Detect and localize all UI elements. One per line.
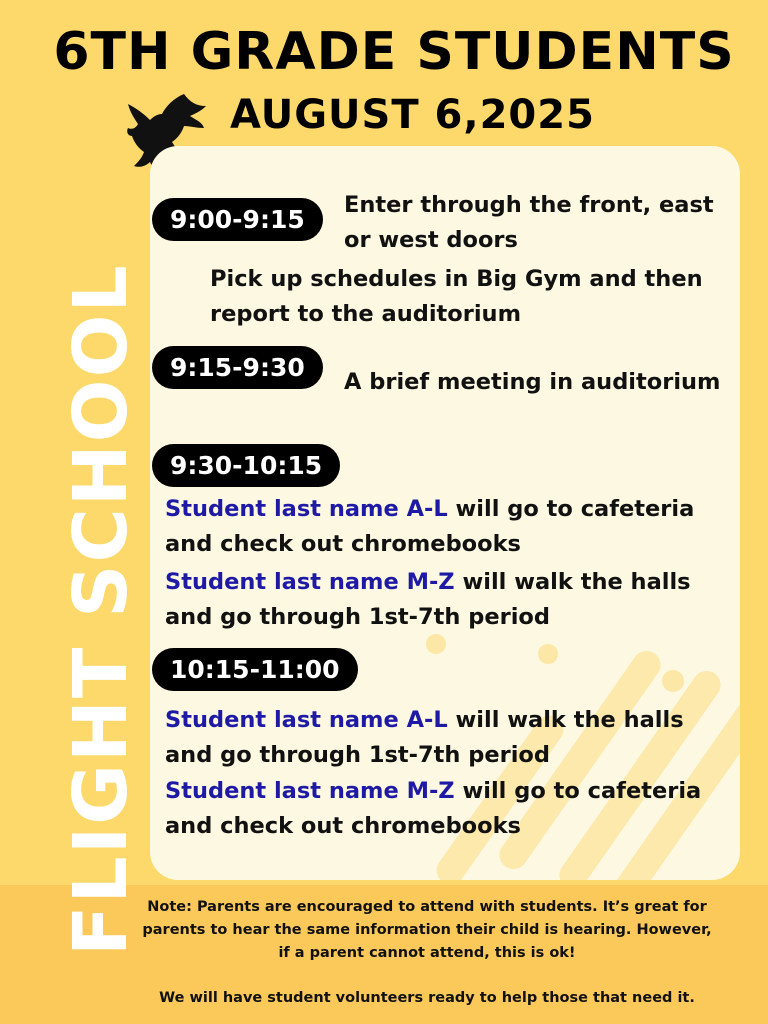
decor-dot bbox=[538, 644, 558, 664]
slot-text: Student last name M-Z will go to cafeteria and check out chromebooks bbox=[165, 778, 702, 839]
decor-dot bbox=[662, 670, 684, 692]
time-slot-pill: 10:15-11:00 bbox=[152, 648, 358, 691]
slot-text: Student last name A-L will go to cafeteria and check out chromebooks bbox=[165, 496, 695, 557]
time-slot-pill: 9:00-9:15 bbox=[152, 198, 323, 241]
decor-dot bbox=[426, 634, 446, 654]
slot-text: Pick up schedules in Big Gym and then report to the auditorium bbox=[210, 266, 703, 327]
event-date: AUGUST 6,2025 bbox=[230, 92, 595, 138]
page-title: 6TH GRADE STUDENTS bbox=[53, 22, 735, 82]
time-slot-pill: 9:15-9:30 bbox=[152, 346, 323, 389]
slot-text: A brief meeting in auditorium bbox=[344, 369, 721, 395]
slot-text: Enter through the front, east or west doors bbox=[344, 192, 714, 253]
parent-note: Note: Parents are encouraged to attend with students. It’s great for parents to hear the same information their child is hearing. However, if a parent cannot attend, this is ok! bbox=[142, 899, 712, 961]
flight-school-vertical-title: FLIGHT SCHOOL bbox=[58, 263, 144, 956]
slot-text: Student last name A-L will walk the halls and go through 1st-7th period bbox=[165, 707, 684, 768]
volunteer-note: We will have student volunteers ready to help those that need it. bbox=[159, 990, 695, 1006]
slot-text: Student last name M-Z will walk the halls and go through 1st-7th period bbox=[165, 569, 691, 630]
time-slot-pill: 9:30-10:15 bbox=[152, 444, 340, 487]
